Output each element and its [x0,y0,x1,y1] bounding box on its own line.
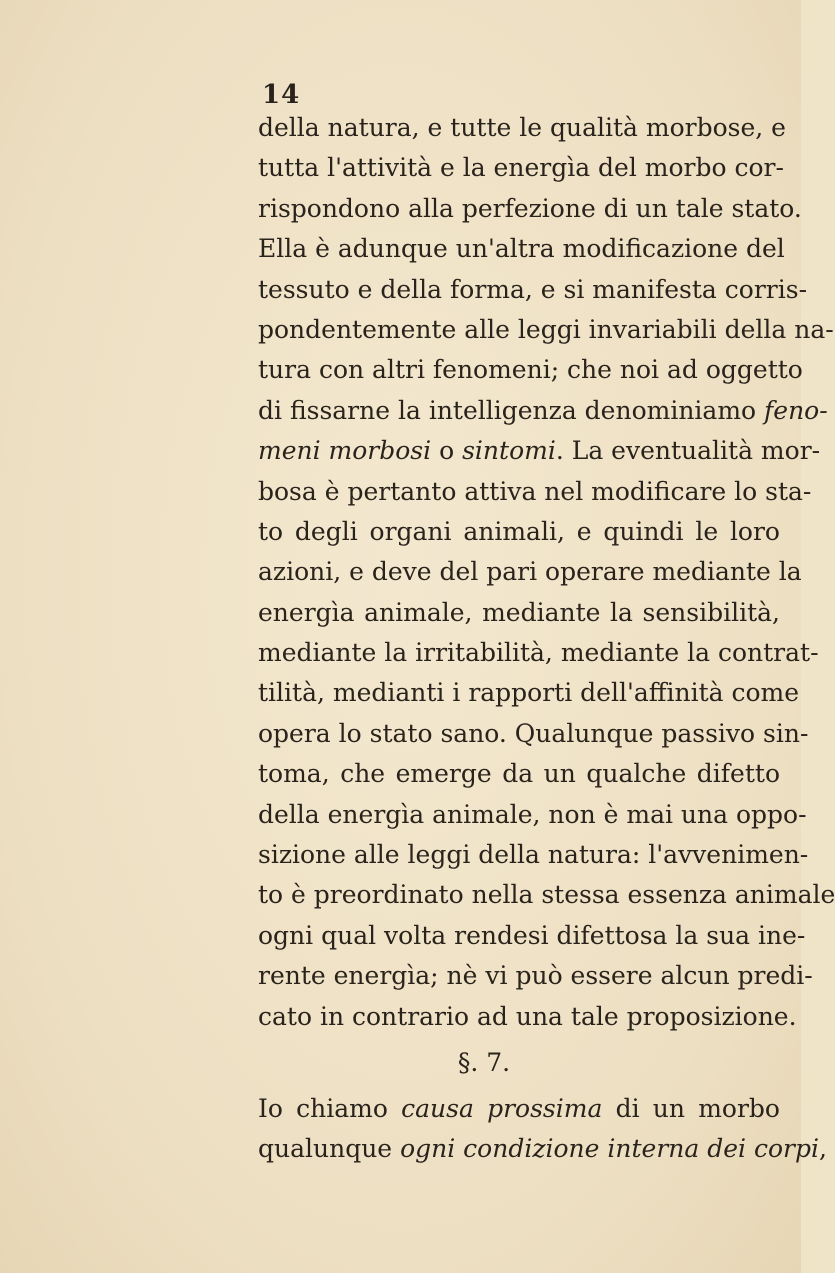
text-line: della energìa animale, non è mai una oppo- [258,799,807,829]
section-text-line: qualunque ogni condizione interna dei corpi, [258,1134,827,1164]
text-line: sizione alle leggi della natura: l'avvenimen- [258,840,809,870]
text-line: opera lo stato sano. Qualunque passivo sin- [258,718,809,748]
text-line: meni morbosi o sintomi. La eventualità mor- [258,436,821,466]
text-line: bosa è pertanto attiva nel modificare lo sta- [258,476,812,506]
text-line: energìa animale, mediante la sensibilità, [258,597,780,627]
text-line: di fissarne la intelligenza denominiamo feno- [258,395,828,425]
text-line: to è preordinato nella stessa essenza animale [258,880,835,910]
text-line: toma, che emerge da un qualche difetto [258,759,780,789]
text-line: tura con altri fenomeni; che noi ad oggetto [258,355,803,385]
text-line: tessuto e della forma, e si manifesta corris- [258,274,808,304]
text-line: tilità, medianti i rapporti dell'affinità come [258,678,800,708]
text-line: ogni qual volta rendesi difettosa la sua ine- [258,920,806,950]
text-line: rispondono alla perfezione di un tale stato. [258,193,802,223]
page-number: 14 [262,80,301,110]
text-line: cato in contrario ad una tale proposizione. [258,1001,797,1031]
text-line: pondentemente alle leggi invariabili della na- [258,314,834,344]
section-text-line: Io chiamo causa prossima di un morbo [258,1093,780,1123]
text-line: tutta l'attività e la energìa del morbo cor- [258,153,784,183]
text-line: Ella è adunque un'altra modificazione del [258,234,785,264]
text-line: azioni, e deve del pari operare mediante la [258,557,802,587]
text-line: to degli organi animali, e quindi le loro [258,516,780,546]
body-text [258,108,835,1170]
text-line: mediante la irritabilità, mediante la contrat- [258,638,819,668]
section-heading: §. 7. [457,1047,511,1077]
text-line: della natura, e tutte le qualità morbose, e [258,113,786,142]
text-line: rente energìa; nè vi può essere alcun predi- [258,961,813,991]
